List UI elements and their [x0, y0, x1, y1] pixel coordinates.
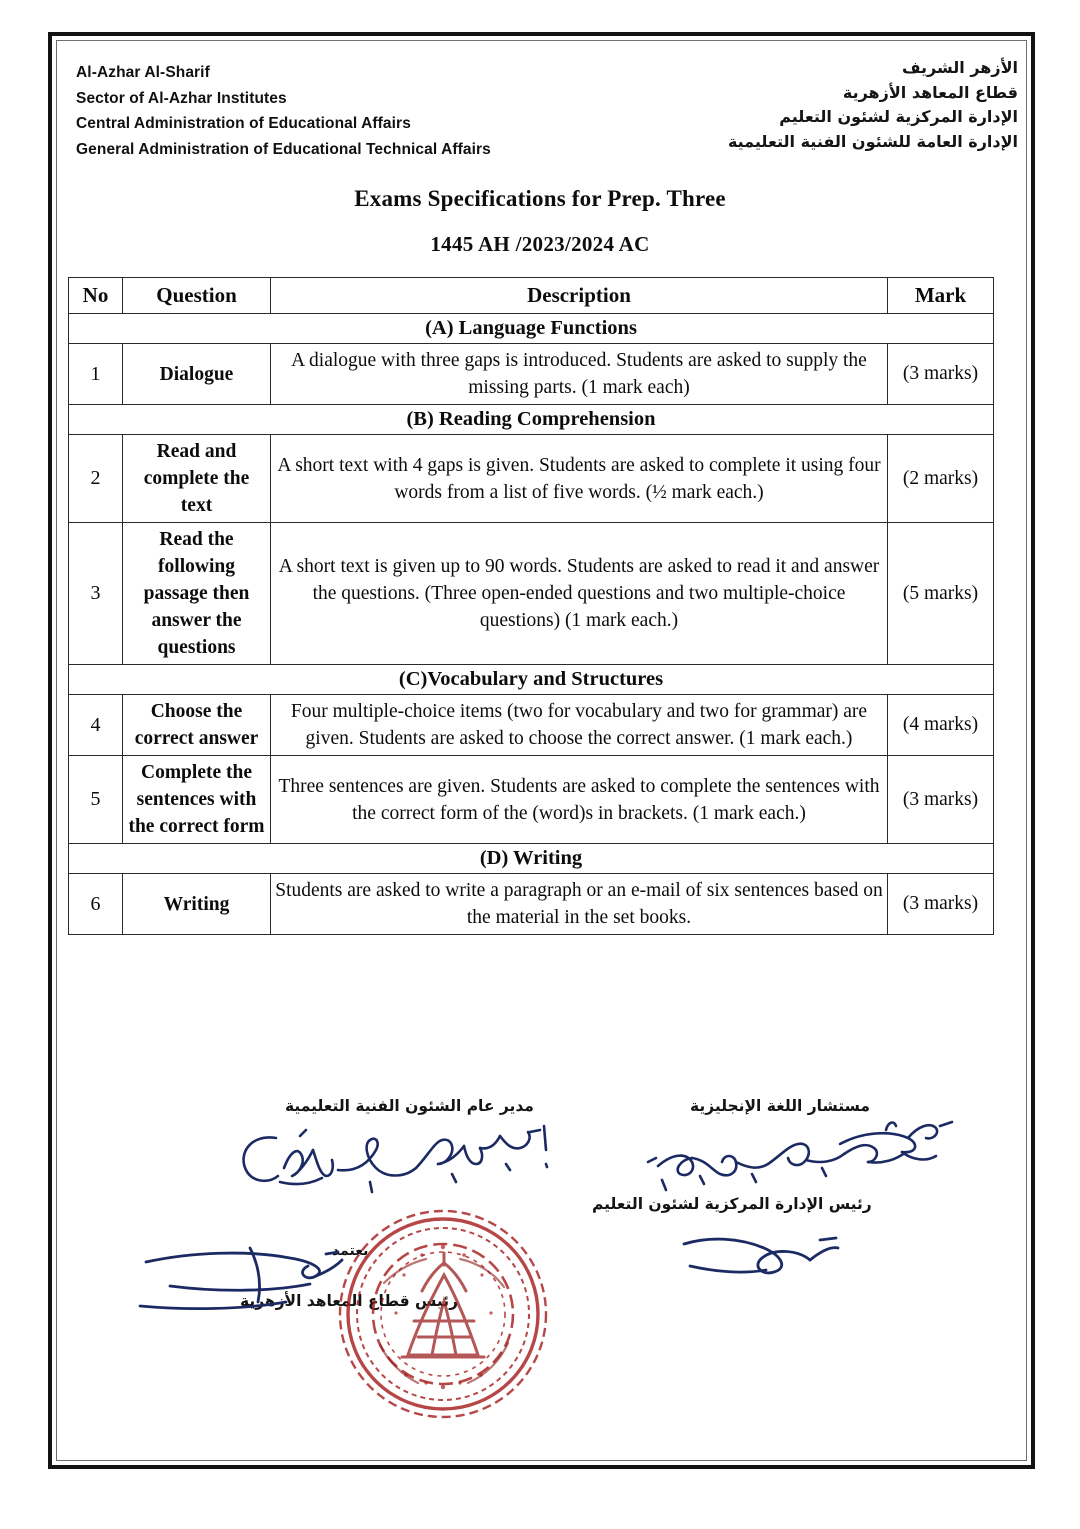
- table-row: [69, 344, 994, 405]
- row-description: A dialogue with three gaps is introduced. Students are asked to supply the missing parts. (1 mark each): [271, 344, 888, 405]
- section-header-row: [69, 405, 994, 435]
- section-label-d: (D) Writing: [69, 844, 994, 874]
- table-row: [69, 435, 994, 523]
- row-description: Four multiple-choice items (two for vocabulary and two for grammar) are given. Students are asked to choose the correct answer. (1 mark each.): [271, 695, 888, 756]
- page-subtitle: 1445 AH /2023/2024 AC: [430, 232, 650, 256]
- row-mark: (3 marks): [888, 874, 994, 935]
- row-description: A short text with 4 gaps is given. Students are asked to complete it using four words from a list of five words. (½ mark each.): [271, 435, 888, 523]
- letterhead-english-line-1: Al-Azhar Al-Sharif: [76, 64, 210, 81]
- row-no: 6: [69, 874, 123, 935]
- letterhead-arabic-line-2: قطاع المعاهد الأزهرية: [842, 82, 1018, 102]
- letterhead-english-line-3: Central Administration of Educational Affairs: [76, 115, 411, 132]
- page-title: Exams Specifications for Prep. Three: [354, 186, 726, 211]
- row-mark: (5 marks): [888, 523, 994, 665]
- row-question: Read and complete the text: [123, 435, 271, 523]
- table-row: [69, 756, 994, 844]
- approval-word: يعتمد: [332, 1243, 369, 1259]
- letterhead-english: [76, 60, 596, 162]
- letterhead-arabic-line-1: الأزهر الشريف: [901, 58, 1018, 77]
- table-row: [69, 523, 994, 665]
- row-question: Read the following passage then answer the questions: [123, 523, 271, 665]
- row-mark: (2 marks): [888, 435, 994, 523]
- exam-specifications-table: [68, 277, 994, 935]
- row-no: 1: [69, 344, 123, 405]
- letterhead-arabic-line-3: الإدارة المركزية لشئون التعليم: [779, 107, 1018, 126]
- section-header-row: [69, 844, 994, 874]
- section-label-c: (C)Vocabulary and Structures: [69, 665, 994, 695]
- row-no: 4: [69, 695, 123, 756]
- letterhead-arabic: [598, 56, 1018, 154]
- column-header-question: Question: [123, 278, 271, 314]
- section-header-row: [69, 314, 994, 344]
- row-description: Three sentences are given. Students are asked to complete the sentences with the correct form of the (word)s in brackets. (1 mark each.): [271, 756, 888, 844]
- row-mark: (3 marks): [888, 344, 994, 405]
- letterhead-english-line-2: Sector of Al-Azhar Institutes: [76, 89, 287, 107]
- table-row: [69, 874, 994, 935]
- signature-label-institutes-sector: رئيس قطاع المعاهد الأزهرية: [240, 1292, 459, 1310]
- row-question: Dialogue: [123, 344, 271, 405]
- table-header-row: [69, 278, 994, 314]
- row-no: 2: [69, 435, 123, 523]
- column-header-description: Description: [271, 278, 888, 314]
- row-no: 3: [69, 523, 123, 665]
- row-mark: (4 marks): [888, 695, 994, 756]
- row-mark: (3 marks): [888, 756, 994, 844]
- letterhead-english-line-4: General Administration of Educational Technical Affairs: [76, 140, 491, 158]
- row-question: Choose the correct answer: [123, 695, 271, 756]
- letterhead-arabic-line-4: الإدارة العامة للشئون الفنية التعليمية: [727, 131, 1018, 151]
- row-description: A short text is given up to 90 words. Students are asked to read it and answer the questions. (Three open-ended questions and two multiple-choice questions) (1 mark each.): [271, 523, 888, 665]
- column-header-no: No: [69, 278, 123, 314]
- column-header-mark: Mark: [888, 278, 994, 314]
- section-header-row: [69, 665, 994, 695]
- signature-label-technical-affairs: مدير عام الشئون الفنية التعليمية: [285, 1097, 534, 1115]
- section-label-a: (A) Language Functions: [69, 314, 994, 344]
- row-no: 5: [69, 756, 123, 844]
- row-description: Students are asked to write a paragraph or an e-mail of six sentences based on the material in the set books.: [271, 874, 888, 935]
- signature-label-central-administration: رئيس الإدارة المركزية لشئون التعليم: [592, 1195, 872, 1213]
- row-question: Writing: [123, 874, 271, 935]
- table-row: [69, 695, 994, 756]
- row-question: Complete the sentences with the correct form: [123, 756, 271, 844]
- signature-label-english-advisor: مستشار اللغة الإنجليزية: [690, 1097, 870, 1115]
- section-label-b: (B) Reading Comprehension: [69, 405, 994, 435]
